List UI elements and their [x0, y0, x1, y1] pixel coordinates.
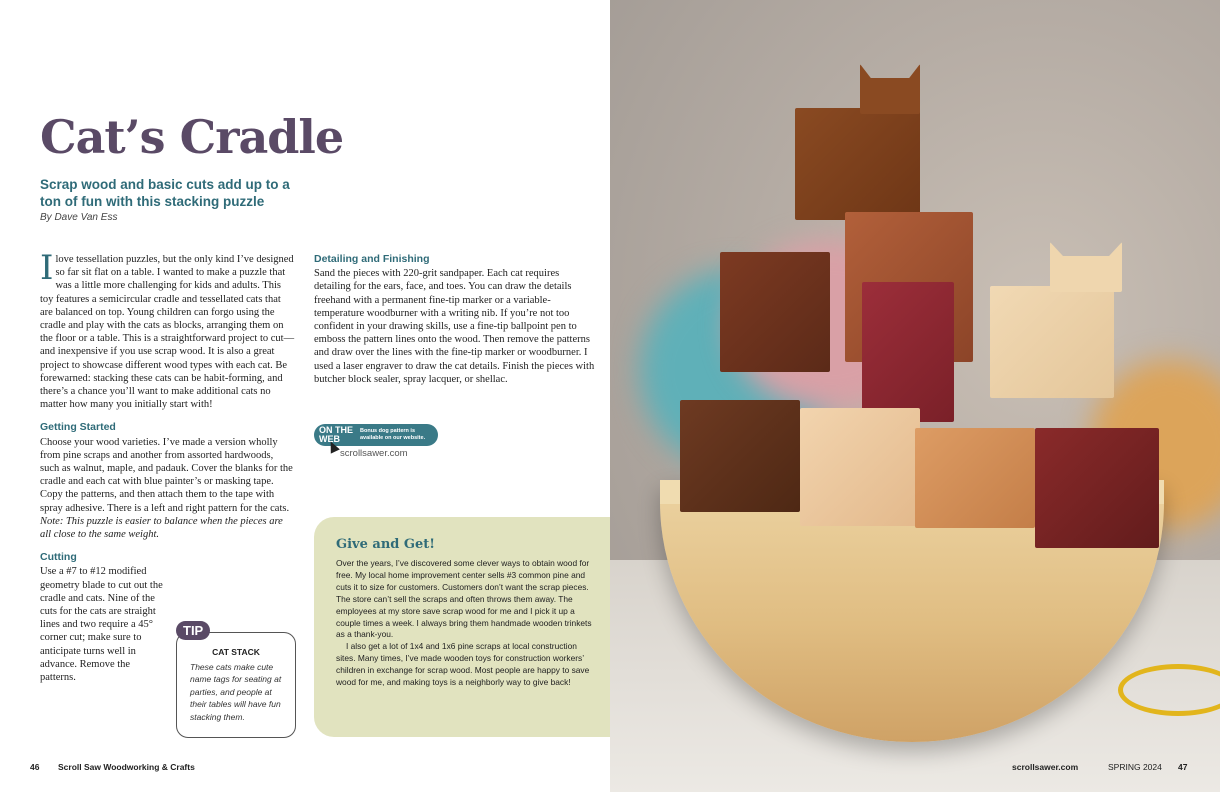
- on-the-web-label: ON THE WEB: [319, 425, 354, 444]
- left-page-number: 46: [30, 762, 40, 772]
- cat-center-purpleheart: [862, 282, 954, 422]
- balance-note: Note: This puzzle is easier to balance when the pieces are all close to the same weight.: [40, 515, 283, 541]
- sidebar-paragraph-2: I also get a lot of 1x4 and 1x6 pine scraps at local construction sites. Many times, I’ve made wooden toys for construction workers’ children in exchange for scrap wood. Most people are happy to save wood for me, and making toys is a neighborly way to give back!: [336, 641, 590, 688]
- on-the-web-description: Bonus dog pattern is available on our website.: [360, 428, 426, 441]
- cat-left-padauk: [720, 252, 830, 372]
- intro-text: love tessellation puzzles, but the only kind I’ve designed so far sit flat on a table. I wanted to make a puzzle that was a little more challenging for kids and adults. This toy features a semicircular cradle and tessellated cats that are balanced on top. Young children can forgo using the cradle and play with the cats as blocks, arranging them on the floor or a table. This is a straightforward project to cut—and inexpensive if you use scrap wood. It is also a great project to showcase different wood types with each cat. Be forewarned: stacking these cats can be habit-forming, and there’s a chance you’ll want to make additional cats no matter how many you initially start with!: [40, 254, 295, 411]
- cat-bottom-cedar: [915, 428, 1035, 528]
- cat-bottom-walnut: [680, 400, 800, 512]
- sidebar-body: [336, 558, 594, 689]
- cat-top-walnut: [795, 108, 920, 220]
- give-and-get-sidebar: [314, 517, 610, 737]
- right-page-number: 47: [1178, 762, 1188, 772]
- tip-body: These cats make cute name tags for seating at parties, and people at their tables will have fun stacking them.: [190, 662, 282, 722]
- getting-started-text: Choose your wood varieties. I’ve made a version wholly from pine scraps and another from assorted hardwoods, such as walnut, maple, and padauk. Cover the blanks for the cradle and each cat with blue painter’s or masking tape. Copy the patterns, and then attach them to the tape with spray adhesive. There is a left and right pattern for the cats.: [40, 436, 293, 514]
- cat-bottom-pine: [800, 408, 920, 526]
- column-1: [40, 248, 295, 684]
- issue-date: SPRING 2024: [1108, 762, 1162, 772]
- tip-box: [176, 632, 296, 738]
- tip-heading: CAT STACK: [212, 647, 260, 657]
- cat-right-maple: [990, 286, 1114, 398]
- website-link[interactable]: scrollsawer.com: [340, 448, 408, 459]
- tip-tag: TIP: [176, 621, 210, 640]
- subhead-detailing: Detailing and Finishing: [314, 253, 430, 265]
- article-deck: Scrap wood and basic cuts add up to a ton of fun with this stacking puzzle: [40, 177, 290, 209]
- byline: By Dave Van Ess: [40, 212, 118, 223]
- cat-bottom-bloodwood: [1035, 428, 1159, 548]
- website-footer: scrollsawer.com: [1012, 762, 1079, 772]
- subhead-cutting: Cutting: [40, 551, 77, 564]
- detailing-paragraph: Sand the pieces with 220-grit sandpaper. Each cat requires detailing for the ears, face, and toes. You can draw the details freehand with a permanent fine-tip marker or a variable-temperature woodburner with a writing nib. If you’re not too confident in your drawing skills, use a fine-tip ballpoint pen to emboss the pattern lines onto the wood. Then remove the patterns and draw over the lines with the fine-tip marker or woodburner. I used a laser engraver to draw the cat details. Finish the pieces with butcher block sealer, spray lacquer, or shellac.: [314, 268, 595, 385]
- sidebar-title: Give and Get!: [336, 537, 435, 552]
- magazine-name: Scroll Saw Woodworking & Crafts: [58, 762, 195, 772]
- drop-cap: I: [40, 248, 54, 288]
- sidebar-paragraph-1: Over the years, I’ve discovered some clever ways to obtain wood for free. My local home improvement center sells #3 common pine and cuts it to size for customers. Customers don’t want the scrap pieces. The store can’t sell the scraps and often throws them away. The employees at my store save scrap wood for me and I pick it up a couple times a week. I always bring them handmade wooden trinkets as a thank-you.: [336, 558, 592, 640]
- subhead-getting-started: Getting Started: [40, 421, 116, 434]
- article-title: Cat’s Cradle: [40, 110, 344, 164]
- intro-paragraph: [40, 248, 295, 411]
- getting-started-paragraph: [40, 436, 295, 542]
- column-2: [314, 253, 596, 386]
- cutting-paragraph: Use a #7 to #12 modified geometry blade to cut out the cradle and cats. Nine of the cuts for the cats are straight lines and two require a 45° corner cut; make sure to anticipate turns well in advance. Remove the patterns.: [40, 566, 163, 684]
